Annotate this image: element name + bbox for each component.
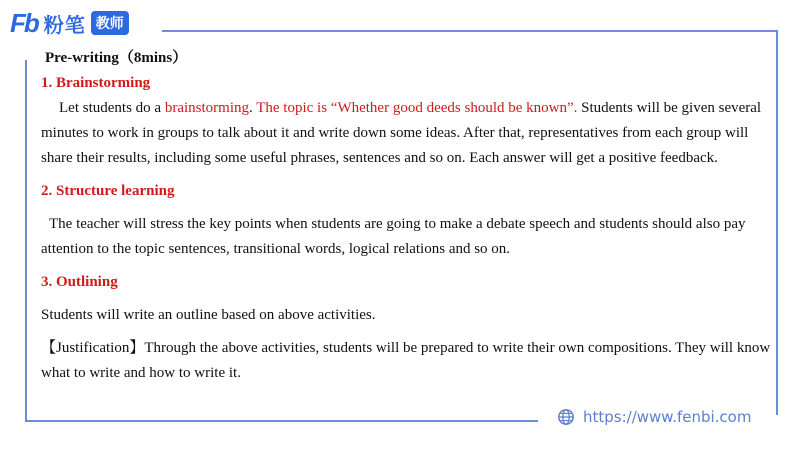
brainstorming-term: brainstorming (164, 100, 249, 116)
logo-brand-text: 粉笔 (43, 12, 86, 37)
logo-fb-mark: Fb (10, 7, 38, 38)
fenbi-logo (10, 4, 129, 42)
brainstorming-dot: . (248, 100, 257, 116)
logo-teacher-badge: 教师 (91, 11, 129, 35)
structure-paragraph: The teacher will stress the key points when students are going to make a debate speech and students should also pay attention to the topic sentences, transitional words, logical relations and so on. (41, 216, 746, 257)
frame-left-border (25, 60, 27, 422)
justification-paragraph: 【Justification】Through the above activities, students will be prepared to write their own compositions. They will know what to write and how to write it. (41, 340, 771, 381)
frame-right-border (776, 30, 778, 415)
footer-url-text[interactable]: https://www.fenbi.com (583, 408, 752, 426)
outlining-paragraph: Students will write an outline based on above activities. (41, 307, 376, 323)
footer-url[interactable] (557, 408, 751, 426)
section-heading-outlining: 3. Outlining (41, 274, 118, 290)
section-heading-brainstorming: 1. Brainstorming (41, 75, 151, 91)
frame-bottom-border (25, 420, 538, 422)
brainstorming-paragraph (41, 96, 771, 171)
brainstorming-topic: The topic is “Whether good deeds should be known”. (256, 100, 578, 116)
lesson-content (41, 46, 771, 386)
stage-title: Pre-writing（8mins） (45, 50, 188, 66)
brainstorming-rest: Students will be given several minutes to work in groups to talk about it and write down some ideas. After that, representatives from each group will share their results, including some useful phrases, sentences and so on. Each answer will get a positive feedback. (41, 100, 762, 166)
globe-icon (557, 408, 575, 426)
brainstorming-lead: Let students do a (59, 100, 165, 116)
section-heading-structure: 2. Structure learning (41, 183, 175, 199)
frame-top-border (162, 30, 778, 32)
